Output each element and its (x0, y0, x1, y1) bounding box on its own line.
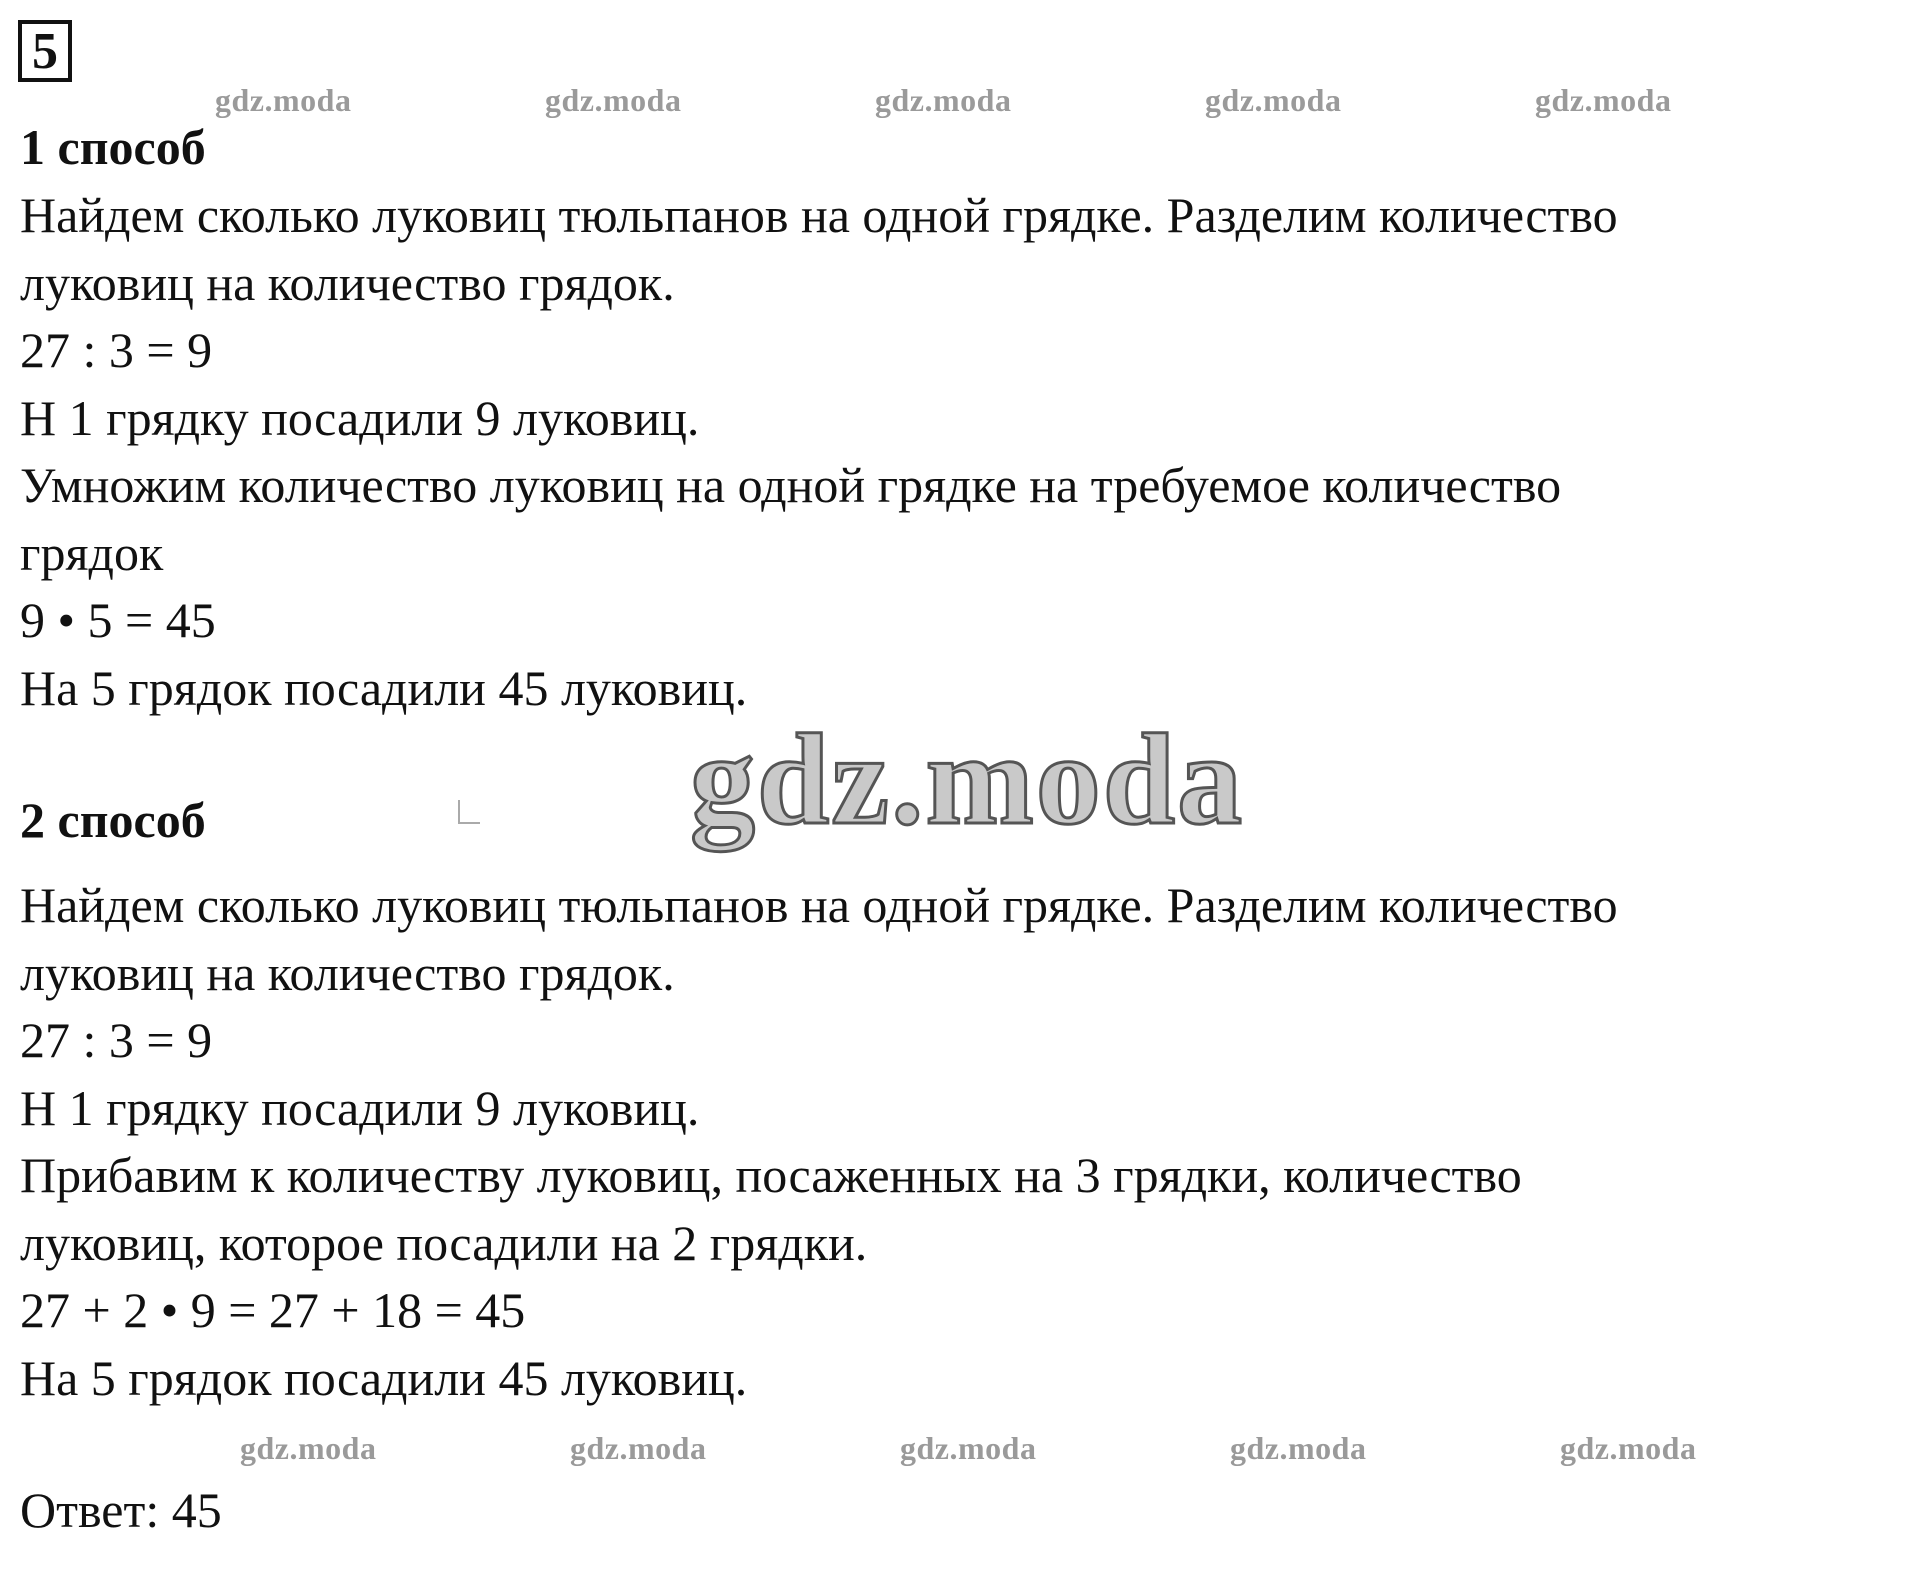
method1-line: Найдем сколько луковиц тюльпанов на одной грядке. Разделим количество (20, 187, 1618, 243)
method1-line: Умножим количество луковиц на одной грядке на требуемое количество (20, 457, 1562, 513)
watermark: gdz.moda (875, 82, 1012, 118)
method1-line: грядок (20, 525, 164, 581)
watermark: gdz.moda (1560, 1430, 1697, 1466)
method2-line: На 5 грядок посадили 45 луковиц. (20, 1350, 748, 1406)
watermark: gdz.moda (1205, 82, 1342, 118)
method1-equation: 9 • 5 = 45 (20, 592, 216, 648)
watermark: gdz.moda (1230, 1430, 1367, 1466)
watermark: gdz.moda (1535, 82, 1672, 118)
task-number-badge: 5 (18, 20, 72, 82)
scan-mark (458, 800, 480, 824)
watermark: gdz.moda (215, 82, 352, 118)
method2-line: луковиц на количество грядок. (20, 945, 675, 1001)
method2-heading: 2 способ (20, 792, 206, 848)
method2-equation: 27 : 3 = 9 (20, 1012, 213, 1068)
answer: Ответ: 45 (20, 1482, 222, 1538)
method2-line: Прибавим к количеству луковиц, посаженных на 3 грядки, количество (20, 1147, 1522, 1203)
method2-equation: 27 + 2 • 9 = 27 + 18 = 45 (20, 1282, 526, 1338)
method2-line: луковиц, которое посадили на 2 грядки. (20, 1215, 868, 1271)
watermark-large: gdz.moda (690, 708, 1245, 852)
watermark: gdz.moda (570, 1430, 707, 1466)
method1-equation: 27 : 3 = 9 (20, 322, 213, 378)
method1-line: луковиц на количество грядок. (20, 255, 675, 311)
method1-heading: 1 способ (20, 119, 206, 175)
watermark: gdz.moda (900, 1430, 1037, 1466)
watermark: gdz.moda (545, 82, 682, 118)
method2-line: Н 1 грядку посадили 9 луковиц. (20, 1080, 700, 1136)
method2-line: Найдем сколько луковиц тюльпанов на одной грядке. Разделим количество (20, 877, 1618, 933)
watermark-row-top (0, 82, 1927, 122)
watermark-row-bottom (0, 1430, 1927, 1470)
method1-line: На 5 грядок посадили 45 луковиц. (20, 660, 748, 716)
method1-line: Н 1 грядку посадили 9 луковиц. (20, 390, 700, 446)
watermark: gdz.moda (240, 1430, 377, 1466)
